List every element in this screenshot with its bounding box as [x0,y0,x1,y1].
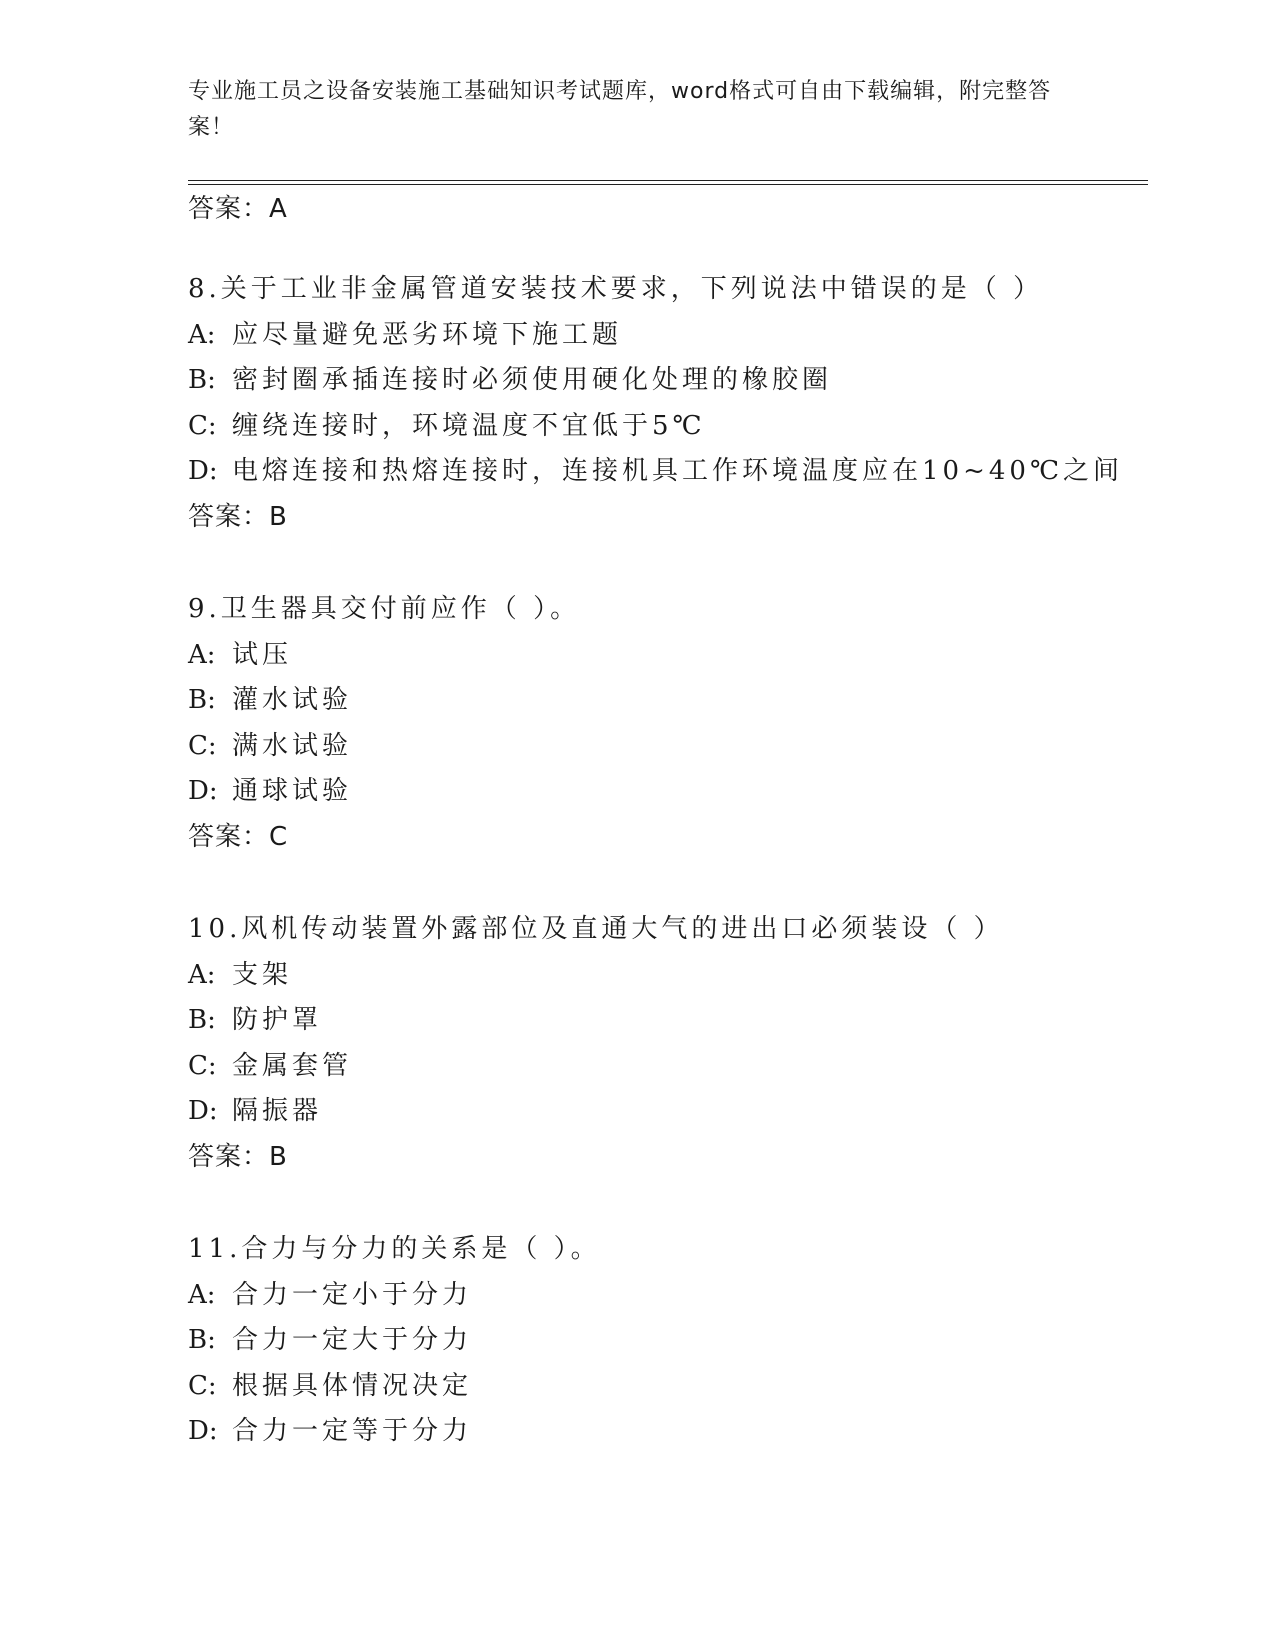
option-key: C: [188,410,217,441]
option-text: 合力一定小于分力 [232,1279,473,1310]
option-key: A: [188,639,216,670]
question-stem: 10.风机传动装置外露部位及直通大气的进出口必须装设（ ） [188,914,1004,944]
option-text: 通球试验 [232,776,353,806]
option-text: 电熔连接和热熔连接时，连接机具工作环境温度应在10~40℃之间 [232,456,1124,486]
option-a [188,313,1148,359]
option-key: D: [188,1416,218,1446]
option-text: 应尽量避免恶劣环境下施工题 [232,319,623,350]
option-b [188,1318,1148,1364]
question-stem: 8.关于工业非金属管道安装技术要求，下列说法中错误的是（ ） [188,274,1044,304]
option-key: C: [188,1050,217,1081]
question-10 [188,907,1148,1180]
option-b [188,678,1148,724]
option-text: 试压 [232,639,293,670]
option-text: 根据具体情况决定 [232,1370,473,1401]
answer-label: 答案：B [188,501,288,532]
header-divider [188,180,1148,185]
option-key: B: [188,1005,216,1035]
option-text: 金属套管 [232,1050,353,1081]
option-key: B: [188,365,216,395]
question-stem: 9.卫生器具交付前应作（ ）。 [188,594,581,624]
answer-label: 答案：C [188,821,289,852]
option-text: 缠绕连接时，环境温度不宜低于5℃ [232,410,706,441]
option-key: A: [188,959,216,990]
option-text: 防护罩 [232,1005,323,1035]
option-key: A: [188,319,216,350]
option-c [188,404,1148,450]
option-key: D: [188,776,218,806]
option-key: A: [188,1279,216,1310]
option-b [188,358,1148,404]
option-c [188,724,1148,770]
option-b [188,998,1148,1044]
option-key: D: [188,456,218,486]
question-9 [188,587,1148,860]
option-text: 合力一定等于分力 [232,1416,473,1446]
option-key: C: [188,1370,217,1401]
question-11 [188,1227,1148,1455]
option-c [188,1364,1148,1410]
option-key: B: [188,1325,216,1355]
option-d [188,769,1148,815]
option-d [188,449,1148,495]
option-a [188,633,1148,679]
option-key: C: [188,730,217,761]
option-key: D: [188,1096,218,1126]
option-text: 合力一定大于分力 [232,1325,473,1355]
option-d [188,1409,1148,1455]
option-d [188,1089,1148,1135]
option-a [188,953,1148,999]
option-text: 灌水试验 [232,685,353,715]
question-8 [188,267,1148,540]
option-text: 满水试验 [232,730,353,761]
option-text: 密封圈承插连接时必须使用硬化处理的橡胶圈 [232,365,833,395]
option-c [188,1044,1148,1090]
answer-label: 答案：A [188,194,288,224]
option-text: 隔振器 [232,1096,323,1126]
document-header: 专业施工员之设备安装施工基础知识考试题库，word格式可自由下载编辑，附完整答案！ [188,79,1052,140]
option-a [188,1273,1148,1319]
option-key: B: [188,685,216,715]
question-stem: 11.合力与分力的关系是（ ）。 [188,1234,601,1264]
option-text: 支架 [232,959,293,990]
document-page [188,0,1148,1650]
answer-label: 答案：B [188,1141,288,1172]
